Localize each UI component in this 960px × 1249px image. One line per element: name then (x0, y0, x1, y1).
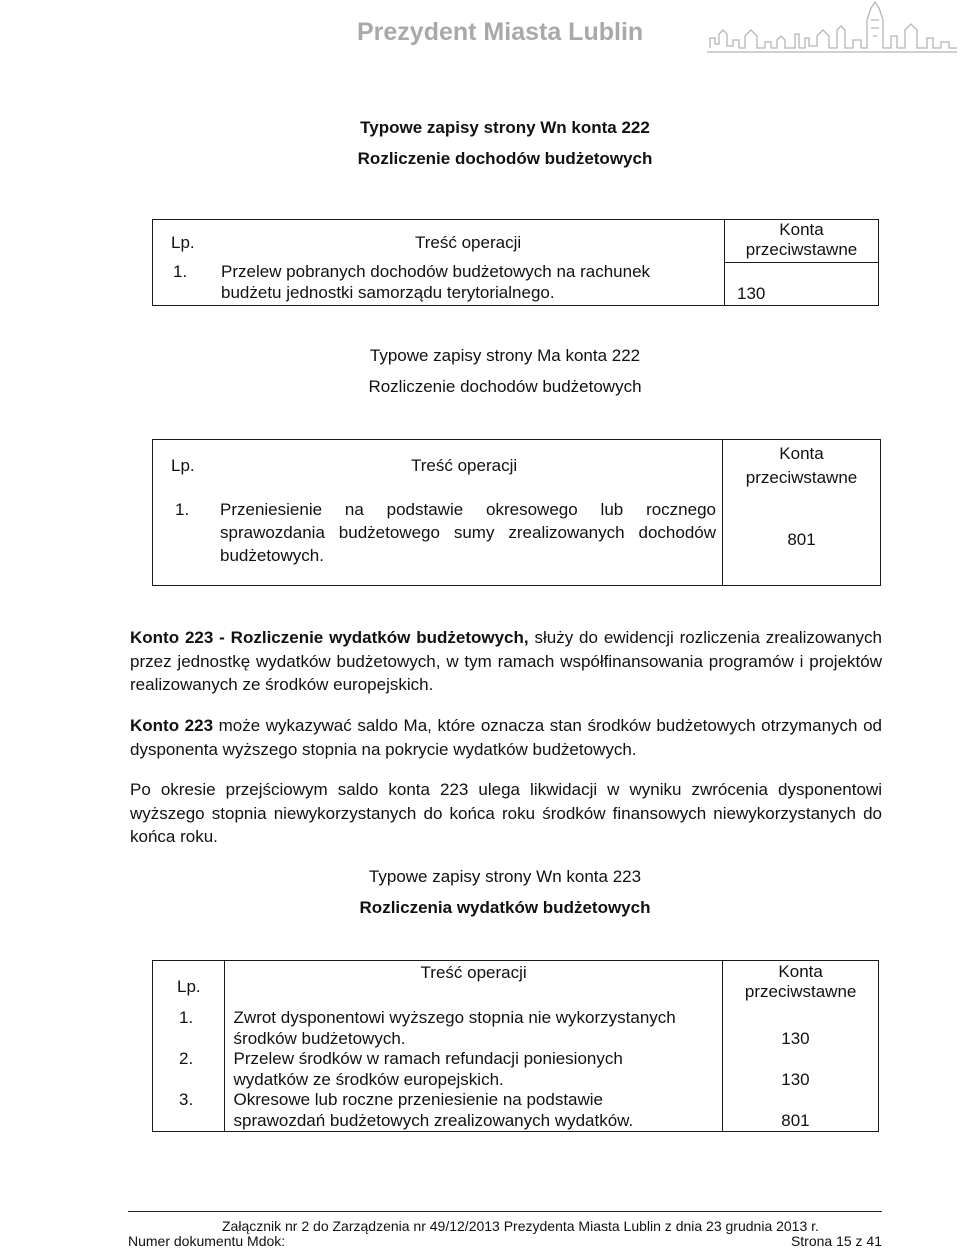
table-header-left (153, 440, 723, 496)
paragraph-okres-przejsciowy: Po okresie przejściowym saldo konta 223 ulega likwidacji w wyniku zwrócenia dysponentowi wyższego stopnia niewykorzystanych do końca roku środków finansowych niewykorzystanych do końca roku. (130, 780, 882, 846)
column-header-lp-cell (153, 961, 225, 1007)
table-ma-222 (152, 439, 881, 586)
row-text-line: budżetu jednostki samorządu terytorialnego. (221, 283, 555, 302)
column-header-tresc: Treść operacji (420, 963, 527, 982)
column-header-lp: Lp. (171, 233, 195, 252)
section3-heading-1: Typowe zapisy strony Wn konta 223 (368, 867, 642, 886)
row-text-line: sprawozdania budżetowego sumy zrealizowanych dochodów (220, 523, 716, 542)
section3-heading-2: Rozliczenia wydatków budżetowych (359, 898, 651, 917)
column-header-lp: Lp. (177, 977, 201, 996)
column-header-tresc: Treść operacji (411, 456, 518, 475)
city-skyline-logo (705, 0, 960, 72)
section2-heading-2: Rozliczenie dochodów budżetowych (368, 377, 642, 396)
row-text-line: Przeniesienie na podstawie okresowego lub rocznego (220, 500, 716, 519)
footer-doc-number-label: Numer dokumentu Mdok: (128, 1233, 286, 1249)
footer-bottom-line (128, 1233, 882, 1249)
row-lp: 2. (179, 1049, 194, 1068)
table-wn-223 (152, 960, 879, 1132)
row-lp: 1. (173, 262, 188, 281)
row-text-line: środków budżetowych. (233, 1029, 406, 1048)
row-konto: 130 (781, 1070, 810, 1089)
row-text-line: Zwrot dysponentowi wyższego stopnia nie wykorzystanych (233, 1008, 676, 1027)
row-text-line: sprawozdań budżetowych zrealizowanych wydatków. (233, 1111, 634, 1130)
row-lp: 3. (179, 1090, 194, 1109)
row-konto: 801 (781, 1111, 810, 1130)
row-text-line: Przelew środków w ramach refundacji poniesionych (233, 1049, 623, 1068)
row-text-line: budżetowych. (220, 546, 324, 565)
row-text-line: wydatków ze środków europejskich. (233, 1070, 504, 1089)
section2-heading-1: Typowe zapisy strony Ma konta 222 (369, 346, 641, 365)
column-header-lp: Lp. (171, 456, 195, 475)
paragraph-konto-223-saldo: Konto 223 może wykazywać saldo Ma, które oznacza stan środków budżetowych otrzymanych od dysponenta wyższego stopnia na pokrycie wydatków budżetowych. (130, 716, 882, 759)
footer-page-number: Strona 15 z 41 (790, 1233, 882, 1249)
row-konto: 801 (787, 530, 816, 549)
row-text-line: Przelew pobranych dochodów budżetowych na rachunek (221, 262, 651, 281)
section1-heading-1: Typowe zapisy strony Wn konta 222 (360, 118, 650, 137)
column-header-konta: Konta przeciwstawne (723, 440, 881, 496)
column-header-konta: Konta przeciwstawne (725, 220, 879, 263)
table-header-left (153, 220, 725, 263)
row-lp: 1. (175, 500, 190, 519)
column-header-konta: Konta przeciwstawne (723, 961, 879, 1007)
table-row (153, 495, 881, 586)
row-text-line: Okresowe lub roczne przeniesienie na podstawie (233, 1090, 604, 1109)
table-wn-222 (152, 219, 879, 306)
section1-heading-2: Rozliczenie dochodów budżetowych (357, 149, 653, 168)
footer-attachment-note: Załącznik nr 2 do Zarządzenia nr 49/12/2013 Prezydenta Miasta Lublin z dnia 23 grudnia 2013 r. (222, 1218, 819, 1234)
column-header-tresc: Treść operacji (415, 233, 522, 252)
row-konto: 130 (737, 283, 766, 303)
footer-divider (128, 1211, 882, 1212)
paragraph-konto-223-definition: Konto 223 - Rozliczenie wydatków budżetowych, służy do ewidencji rozliczenia zrealizowanych przez jednostkę wydatków budżetowych, w tym ramach współfinansowania programów i projektów realizowanych ze środków europejskich. (130, 628, 882, 694)
page-header-title: Prezydent Miasta Lublin (357, 18, 644, 46)
row-konto: 130 (781, 1029, 810, 1048)
table-row (153, 262, 879, 305)
row-lp: 1. (179, 1008, 194, 1027)
